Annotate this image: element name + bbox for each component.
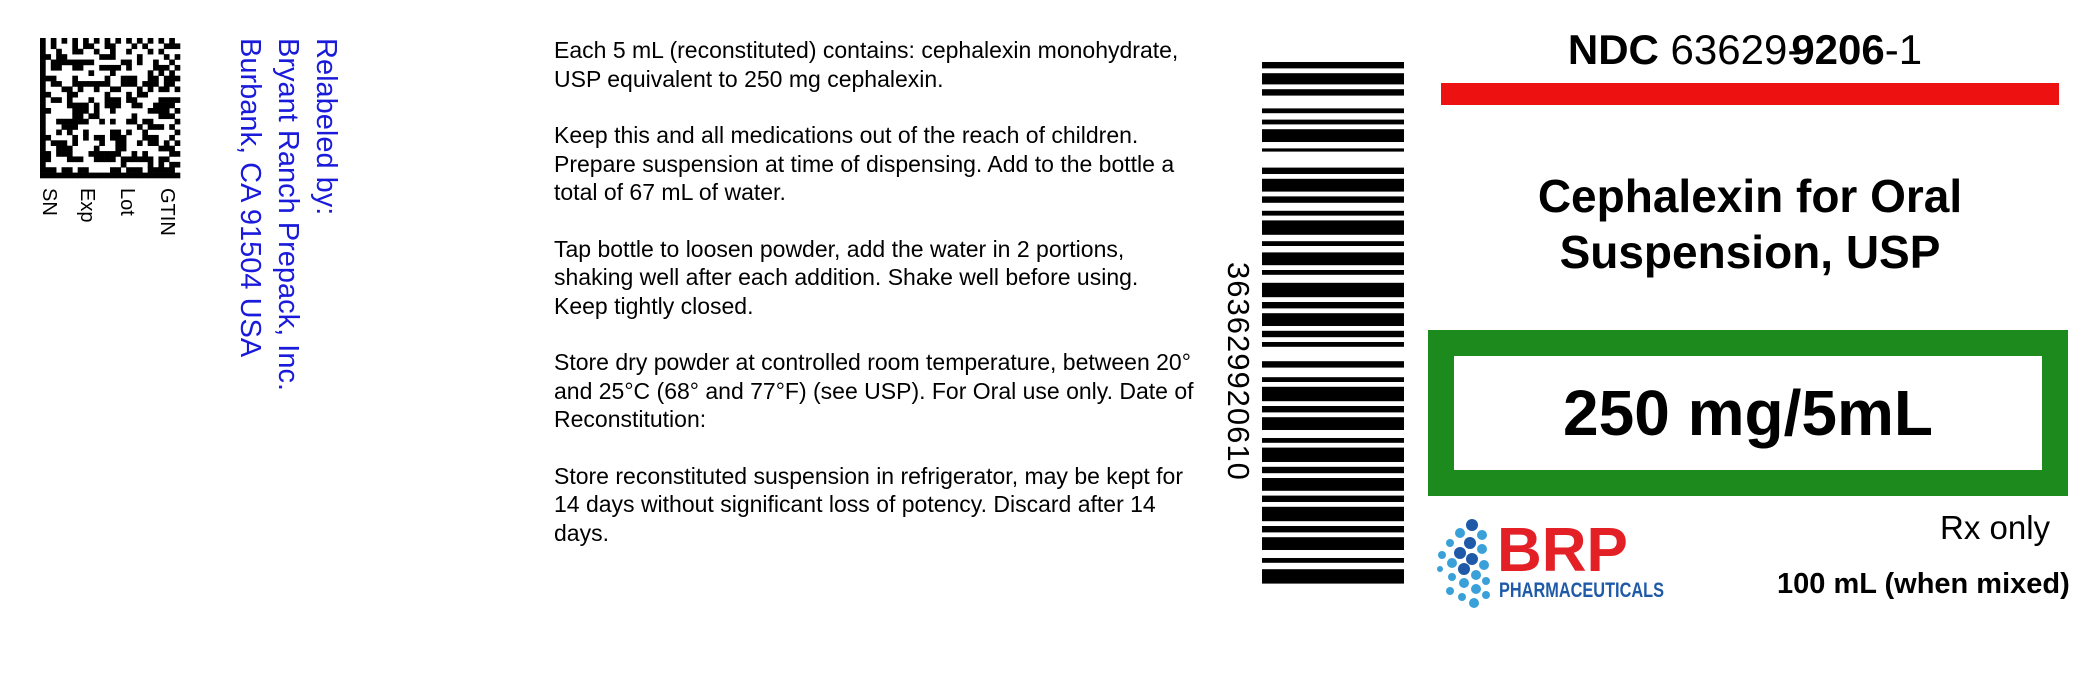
rx-only: Rx only (1940, 509, 2051, 546)
preparation-paragraph: Keep this and all medications out of the reach of children. Prepare suspension at time of dispensing. Add to the bottle a total of 67 mL of water. (554, 122, 1175, 205)
logo-sub: PHARMACEUTICALS (1499, 579, 1664, 602)
red-stripe (1441, 83, 2059, 105)
product-name-line2: Suspension, USP (1559, 226, 1941, 278)
product-name (1430, 168, 2070, 280)
product-name-line1: Cephalexin for Oral (1537, 170, 1963, 222)
barcode-digits: 363629920610 (1221, 262, 1256, 481)
lot-label: Lot (116, 188, 138, 216)
logo-dots-icon (1437, 519, 1490, 608)
sn-label: SN (38, 188, 60, 216)
volume-text: 100 mL (when mixed) (1777, 568, 2070, 600)
reconstituted-storage-paragraph: Store reconstituted suspension in refrigerator, may be kept for 14 days without significant loss of potency. Discard after 14 days. (554, 462, 1183, 546)
relabeler-company: Bryant Ranch Prepack, Inc. (272, 38, 304, 391)
strength-box (1428, 330, 2068, 496)
ndc-number (1440, 26, 2050, 74)
strength-text: 250 mg/5mL (1563, 377, 1933, 449)
ndc-labeler: 63629- (1670, 26, 1802, 73)
ndc-prefix: NDC (1567, 26, 1659, 73)
brp-logo (1430, 515, 1690, 615)
relabeler-city: Burbank, CA 91504 USA (234, 38, 266, 358)
mixing-paragraph: Tap bottle to loosen powder, add the water in 2 portions, shaking well after each addition. Shake well before using. Keep tightly closed. (554, 235, 1139, 319)
ndc-package: -1 (1884, 26, 1923, 73)
logo-brand: BRP (1497, 516, 1628, 585)
instructions-text (554, 36, 1194, 575)
exp-label: Exp (76, 188, 98, 223)
relabeled-by: Relabeled by: (310, 38, 342, 216)
relabeler-address (231, 38, 345, 391)
datamatrix-code (40, 38, 186, 178)
composition-paragraph: Each 5 mL (reconstituted) contains: cephalexin monohydrate, USP equivalent to 250 mg cephalexin. (554, 37, 1179, 92)
upc-barcode (1262, 62, 1404, 602)
ndc-product: 9206 (1791, 26, 1885, 73)
storage-paragraph: Store dry powder at controlled room temperature, between 20° and 25°C (68° and 77°F) (see USP). For Oral use only. Date of Reconstitution: (554, 349, 1194, 432)
gtin-label: GTIN (156, 188, 178, 236)
